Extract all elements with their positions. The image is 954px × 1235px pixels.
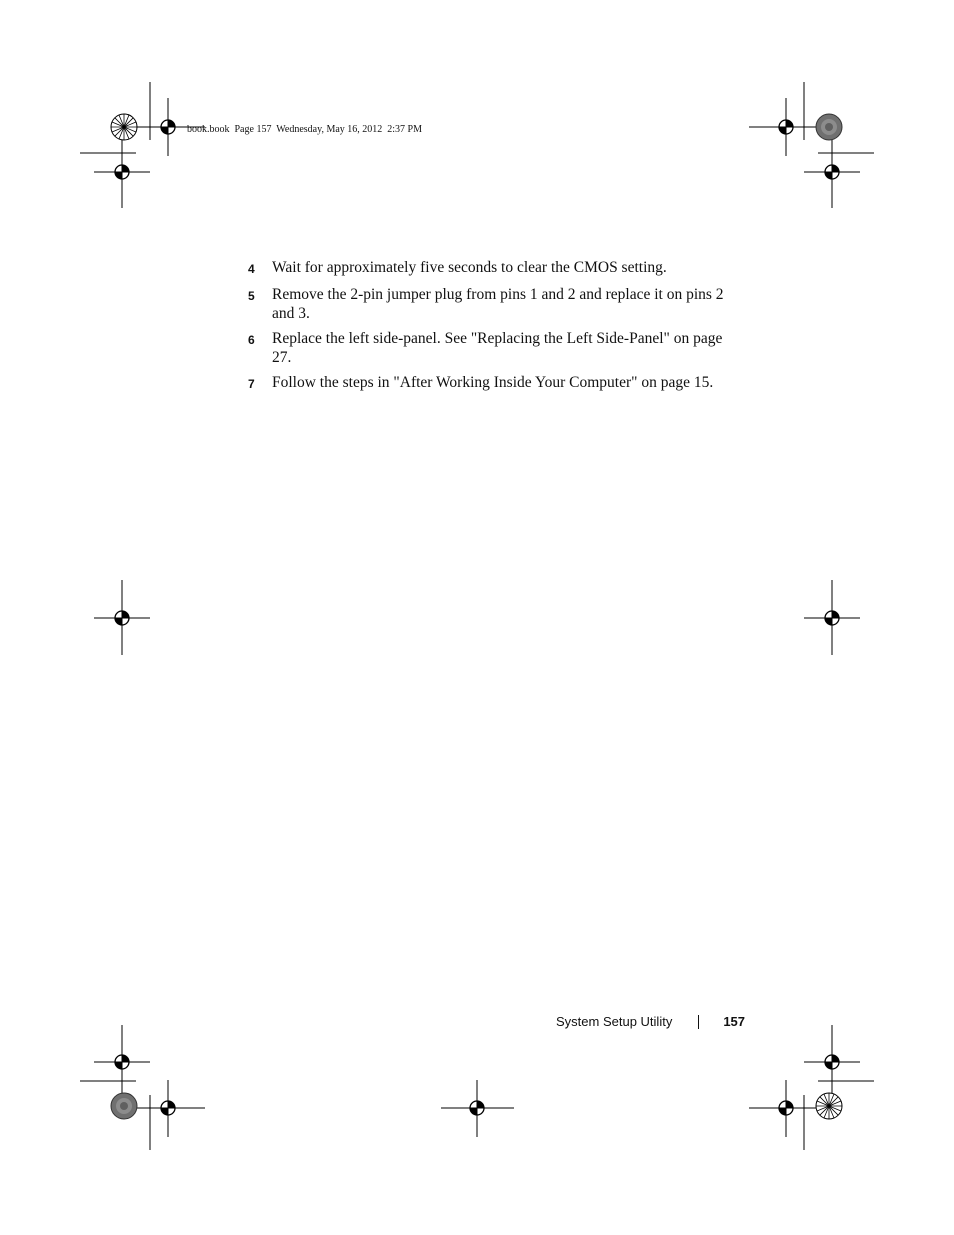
crop-lines — [80, 82, 874, 1150]
list-item — [248, 285, 738, 323]
page-footer — [556, 1014, 745, 1029]
registration-marks — [94, 98, 860, 1137]
step-number: 5 — [248, 289, 255, 303]
footer-section-title: System Setup Utility — [556, 1014, 673, 1029]
step-text: Wait for approximately five seconds to clear the CMOS setting. — [272, 259, 667, 276]
color-wheel-mark — [111, 114, 137, 140]
gray-density-mark — [111, 1093, 137, 1119]
list-item — [248, 373, 738, 394]
gray-density-mark — [816, 114, 842, 140]
step-text: Replace the left side-panel. See "Replacing the Left Side-Panel" on page 27. — [272, 330, 723, 366]
color-wheel-mark — [816, 1093, 842, 1119]
step-text: Remove the 2-pin jumper plug from pins 1 and 2 and replace it on pins 2 and 3. — [272, 286, 724, 322]
list-item — [248, 258, 738, 279]
step-number: 7 — [248, 377, 255, 391]
step-list — [248, 258, 738, 400]
step-number: 6 — [248, 333, 255, 347]
print-slug-line: book.book Page 157 Wednesday, May 16, 2012 2:37 PM — [187, 124, 423, 135]
page-number: 157 — [723, 1014, 746, 1029]
step-text: Follow the steps in "After Working Inside Your Computer" on page 15. — [272, 374, 714, 391]
footer-divider — [698, 1015, 699, 1029]
step-number: 4 — [248, 262, 255, 276]
list-item — [248, 329, 738, 367]
